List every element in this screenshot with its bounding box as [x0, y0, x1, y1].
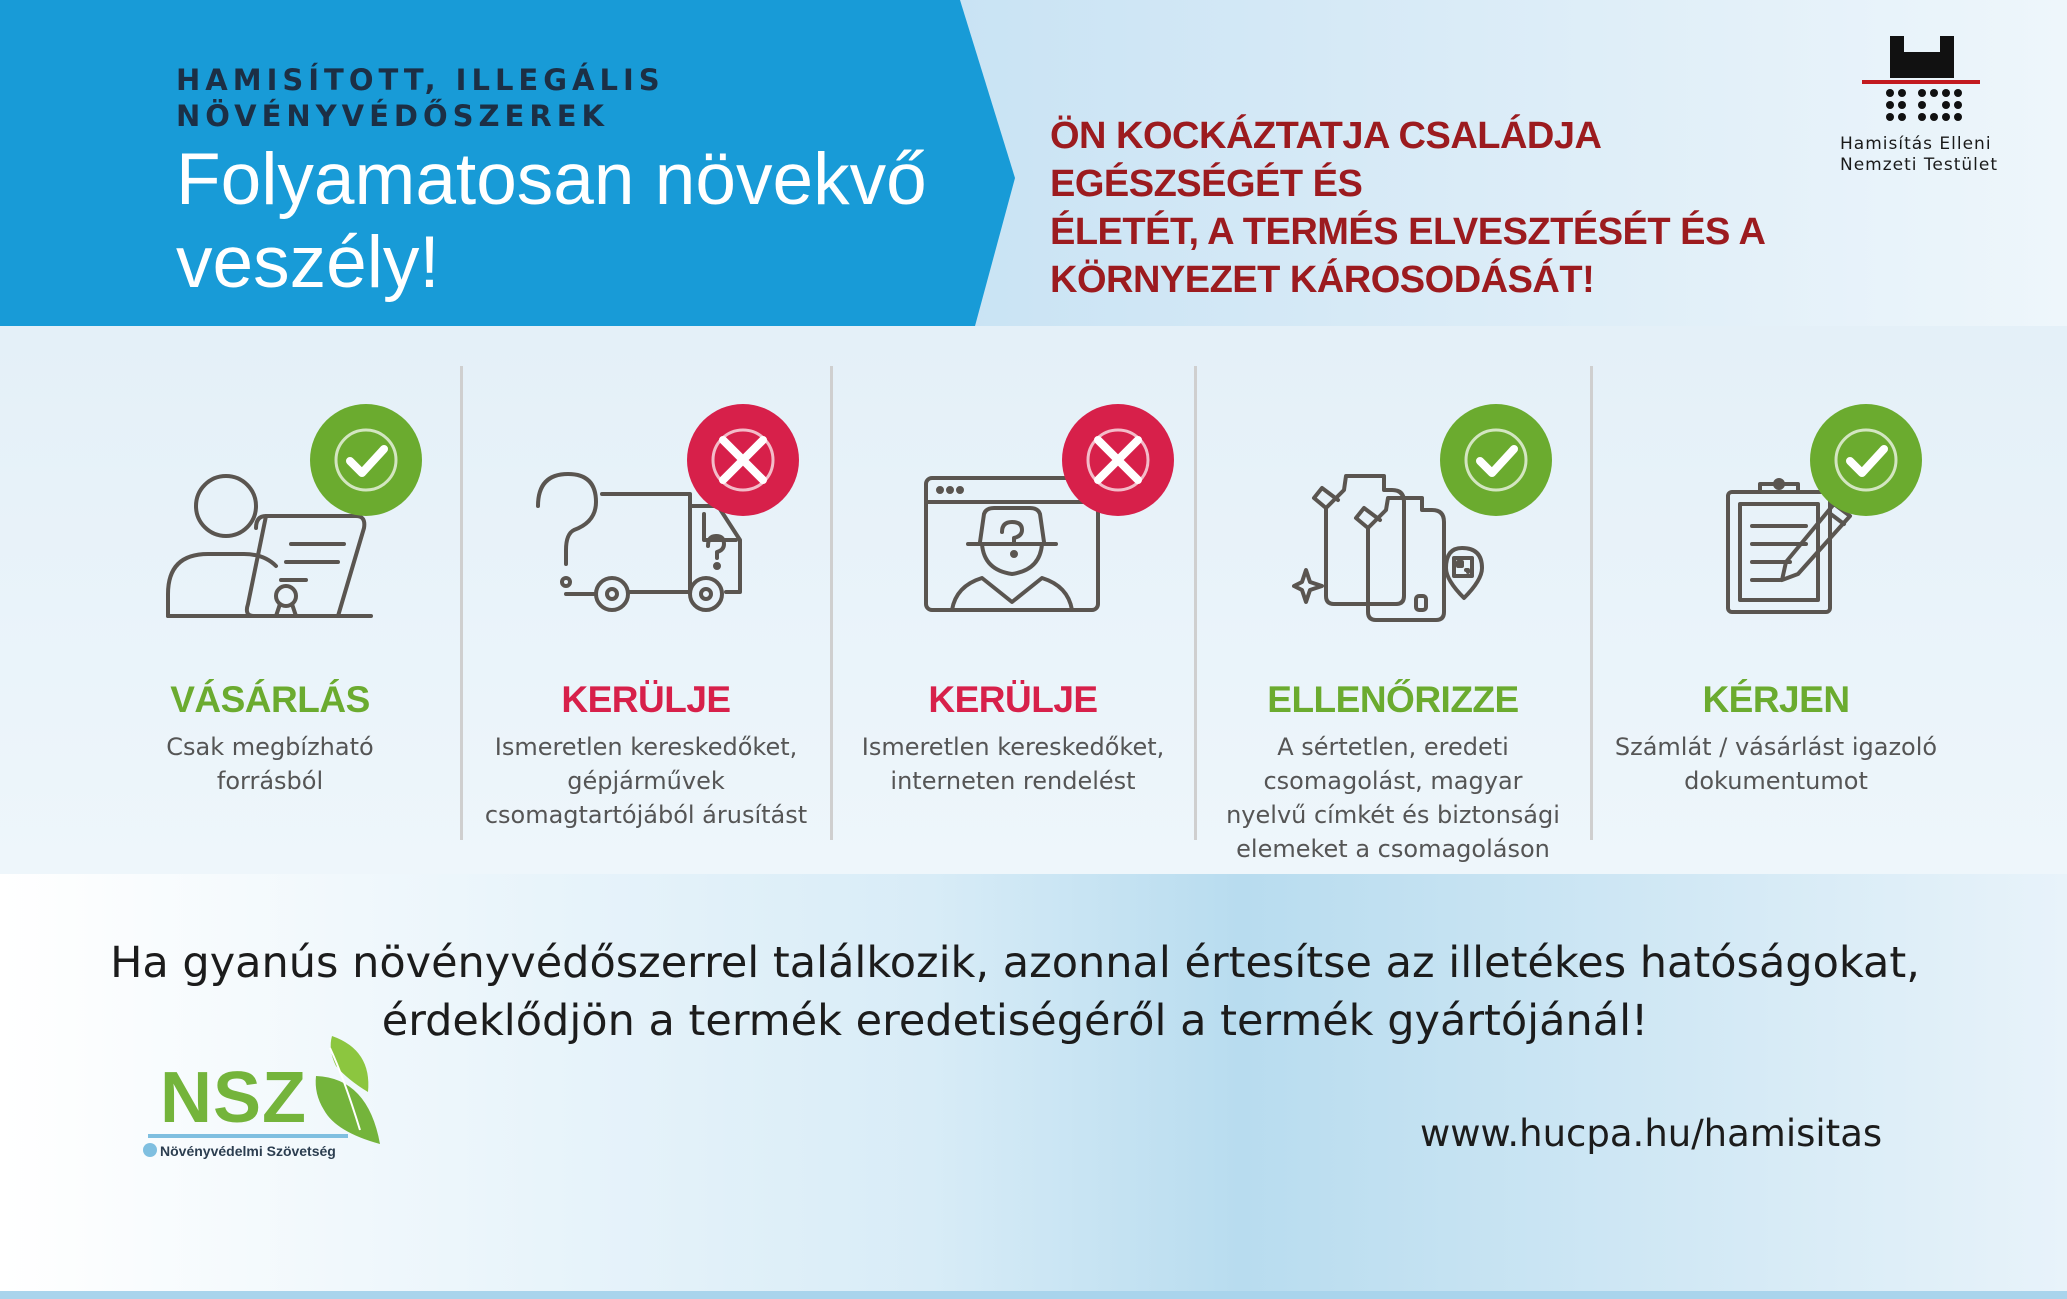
advice-section: [0, 326, 2067, 874]
item-desc: [1196, 730, 1590, 866]
website-link[interactable]: www.hucpa.hu/hamisitas: [1420, 1112, 1883, 1155]
footer-divider: [0, 1291, 2067, 1299]
desc-line: Ismeretlen kereskedőket,: [494, 733, 798, 761]
advice-item-buy: [80, 326, 460, 874]
desc-line: A sértetlen, eredeti: [1277, 733, 1509, 761]
headline-line-1: Folyamatosan növekvő: [176, 139, 927, 220]
desc-line: Számlát / vásárlást igazoló: [1614, 733, 1938, 761]
message-line-2: érdeklődjön a termék eredetiségéről a termék gyártójánál!: [381, 996, 1649, 1046]
item-title: KERÜLJE: [561, 679, 731, 720]
desc-line: csomagtartójából árusítást: [484, 801, 808, 829]
desc-line: gépjárművek: [567, 767, 725, 795]
desc-line: Csak megbízható: [166, 733, 374, 761]
warning-line-2: ÉLETÉT, A TERMÉS ELVESZTÉSÉT ÉS A: [1050, 211, 1766, 253]
message-line-1: Ha gyanús növényvédőszerrel találkozik, azonnal értesítse az illetékes hatóságokat,: [110, 938, 1920, 988]
item-title: KERÜLJE: [928, 679, 1098, 720]
warning-line-1: ÖN KOCKÁZTATJA CSALÁDJA EGÉSZSÉGÉT ÉS: [1050, 115, 1601, 205]
warning-line-3: KÖRNYEZET KÁROSODÁSÁT!: [1050, 259, 1595, 301]
desc-line: nyelvű címkét és biztonsági: [1226, 801, 1560, 829]
cross-badge-icon: [1062, 404, 1174, 516]
desc-line: forrásból: [216, 767, 324, 795]
cross-badge-icon: [687, 404, 799, 516]
desc-line: csomagolást, magyar: [1263, 767, 1523, 795]
item-title: VÁSÁRLÁS: [170, 679, 370, 720]
org-name-line-2: Nemzeti Testület: [1840, 155, 1999, 175]
desc-line: Ismeretlen kereskedőket,: [861, 733, 1165, 761]
advice-item-avoid-vehicle: [462, 326, 830, 874]
header-banner: [0, 0, 2067, 326]
check-badge-icon: [1440, 404, 1552, 516]
check-badge-icon: [310, 404, 422, 516]
desc-line: dokumentumot: [1684, 767, 1868, 795]
item-desc: [832, 730, 1194, 798]
item-desc: [80, 730, 460, 798]
advice-item-request: [1592, 326, 1960, 874]
item-title: ELLENŐRIZZE: [1267, 679, 1519, 720]
advice-item-check: [1196, 326, 1590, 874]
page-title: [176, 138, 996, 304]
kicker-line-1: HAMISÍTOTT, ILLEGÁLIS: [176, 63, 665, 97]
org-name-line-1: Hamisítás Elleni: [1840, 134, 1992, 154]
kicker-text: [176, 62, 876, 134]
risk-warning: [1050, 112, 1850, 304]
nsz-logo-text: NSZ: [160, 1058, 307, 1138]
advice-item-avoid-online: [832, 326, 1194, 874]
item-title: KÉRJEN: [1702, 679, 1850, 720]
hent-org-name: [1840, 134, 2016, 176]
check-badge-icon: [1810, 404, 1922, 516]
desc-line: elemeket a csomagoláson: [1236, 835, 1550, 863]
headline-line-2: veszély!: [176, 222, 440, 303]
item-desc: [462, 730, 830, 832]
desc-line: interneten rendelést: [890, 767, 1136, 795]
item-desc: [1592, 730, 1960, 798]
nsz-org-name: Növényvédelmi Szövetség: [160, 1143, 336, 1159]
kicker-line-2: NÖVÉNYVÉDŐSZEREK: [176, 99, 609, 133]
